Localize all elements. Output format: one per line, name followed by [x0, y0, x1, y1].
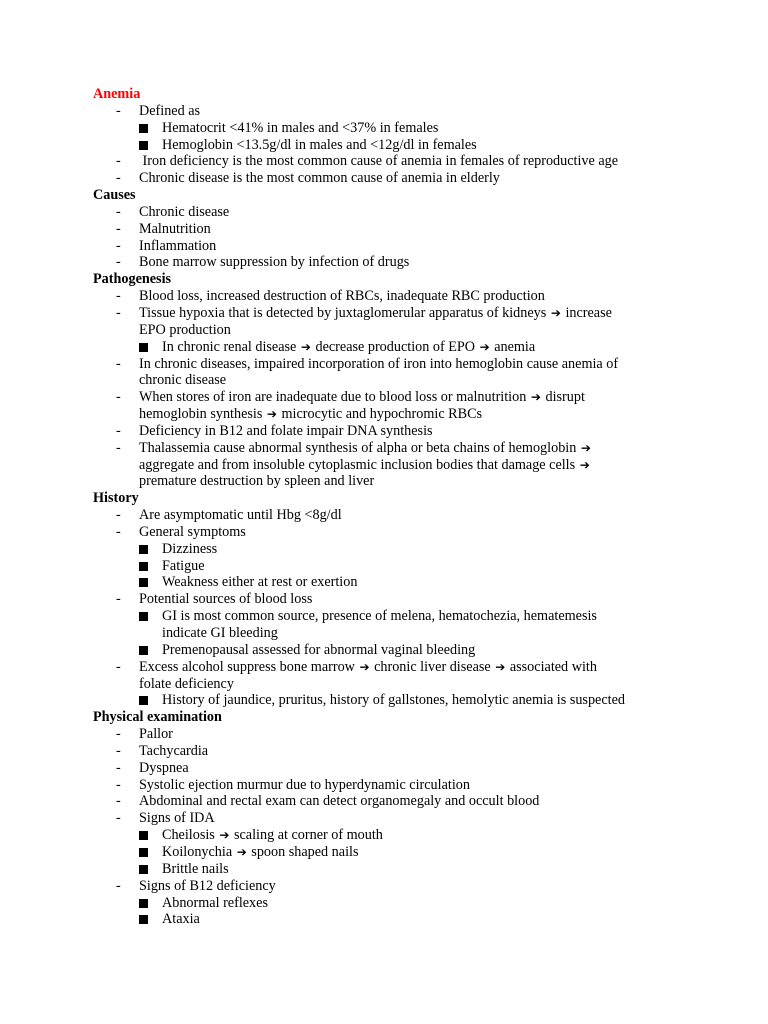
list-item-text: disrupt — [541, 389, 585, 406]
list-item-text: Tachycardia — [139, 742, 209, 759]
sub-list-item — [93, 911, 713, 928]
sub-list-item — [93, 120, 713, 137]
dash-marker: - — [116, 170, 121, 187]
list-item-text: Koilonychia — [162, 843, 236, 860]
list-item — [93, 153, 713, 170]
list-item-text: premature destruction by spleen and liver — [139, 473, 375, 490]
arrow-right-icon: ➔ — [479, 339, 490, 354]
dash-marker: - — [116, 288, 121, 305]
square-bullet-icon — [139, 646, 148, 655]
list-item-text: When stores of iron are inadequate due to blood loss or malnutrition — [139, 389, 530, 406]
list-item-text: GI is most common source, presence of melena, hematochezia, hematemesis — [162, 608, 597, 625]
list-item-text: Hematocrit <41% in males and <37% in females — [162, 119, 439, 136]
list-item-text: indicate GI bleeding — [162, 625, 278, 641]
dash-marker: - — [116, 389, 121, 406]
list-item-text: aggregate and from insoluble cytoplasmic inclusion bodies that damage cells — [139, 456, 579, 473]
list-item — [93, 322, 713, 339]
list-item — [93, 356, 713, 373]
section-heading: Anemia — [93, 86, 141, 102]
list-item — [93, 878, 713, 895]
arrow-right-icon: ➔ — [530, 390, 541, 405]
dash-marker: - — [116, 776, 121, 793]
list-item-text: spoon shaped nails — [247, 843, 359, 860]
square-bullet-icon — [139, 899, 148, 908]
list-item — [93, 659, 713, 676]
list-item-text: Abdominal and rectal exam can detect organomegaly and occult blood — [139, 793, 540, 810]
list-item — [93, 507, 713, 524]
list-item-text: Bone marrow suppression by infection of drugs — [139, 254, 410, 271]
list-item-text: Fatigue — [162, 557, 205, 574]
list-item-text: Chronic disease — [139, 203, 230, 220]
arrow-right-icon: ➔ — [300, 339, 311, 354]
list-item-text: Abnormal reflexes — [162, 894, 268, 911]
list-item — [93, 676, 713, 693]
list-item — [93, 221, 713, 238]
list-item-text: Premenopausal assessed for abnormal vaginal bleeding — [162, 641, 476, 658]
list-item — [93, 103, 713, 120]
dash-marker: - — [116, 355, 121, 372]
list-item-text: General symptoms — [139, 523, 246, 540]
arrow-right-icon: ➔ — [219, 828, 230, 843]
list-item — [93, 760, 713, 777]
list-item-text: hemoglobin synthesis — [139, 406, 266, 423]
list-item — [93, 288, 713, 305]
dash-marker: - — [116, 254, 121, 271]
square-bullet-icon — [139, 562, 148, 571]
square-bullet-icon — [139, 124, 148, 133]
list-item-text: scaling at corner of mouth — [230, 827, 383, 844]
list-item-text: Thalassemia cause abnormal synthesis of alpha or beta chains of hemoglobin — [139, 439, 580, 456]
list-item-text: EPO production — [139, 321, 231, 338]
list-item-text: Tissue hypoxia that is detected by juxtaglomerular apparatus of kidneys — [139, 304, 550, 321]
list-item-text: In chronic diseases, impaired incorporation of iron into hemoglobin cause anemia of — [139, 355, 619, 372]
sub-list-item — [93, 339, 713, 356]
dash-marker: - — [116, 877, 121, 894]
square-bullet-icon — [139, 831, 148, 840]
sub-list-item — [93, 541, 713, 558]
list-item — [93, 473, 713, 490]
dash-marker: - — [116, 658, 121, 675]
dash-marker: - — [116, 220, 121, 237]
sub-list-item — [93, 642, 713, 659]
list-item — [93, 170, 713, 187]
list-item-text: folate deficiency — [139, 675, 234, 692]
square-bullet-icon — [139, 696, 148, 705]
sub-list-item — [93, 692, 713, 709]
list-item — [93, 777, 713, 794]
dash-marker: - — [116, 759, 121, 776]
list-item-text: increase — [561, 304, 612, 321]
list-item — [93, 810, 713, 827]
sub-list-item — [93, 558, 713, 575]
list-item-text: Cheilosis — [162, 827, 219, 844]
section-heading: Pathogenesis — [93, 271, 172, 288]
square-bullet-icon — [139, 545, 148, 554]
sub-list-item — [93, 827, 713, 844]
list-item-text: In chronic renal disease — [162, 338, 300, 355]
list-item-text: associated with — [506, 658, 597, 675]
list-item — [93, 204, 713, 221]
dash-marker: - — [116, 237, 121, 254]
list-item-text: Systolic ejection murmur due to hyperdynamic circulation — [139, 776, 470, 793]
list-item-text: Defined as — [139, 102, 201, 119]
list-item-text: anemia — [490, 338, 536, 355]
list-item — [93, 305, 713, 322]
section-heading: Physical examination — [93, 709, 222, 726]
list-item-text: Signs of IDA — [139, 810, 215, 827]
dash-marker: - — [116, 304, 121, 321]
dash-marker: - — [116, 439, 121, 456]
dash-marker: - — [116, 810, 121, 827]
list-item — [93, 372, 713, 389]
list-item — [93, 793, 713, 810]
list-item — [93, 238, 713, 255]
arrow-right-icon: ➔ — [266, 407, 277, 422]
list-item-text: Weakness either at rest or exertion — [162, 574, 358, 591]
square-bullet-icon — [139, 848, 148, 857]
sub-list-item — [93, 137, 713, 154]
dash-marker: - — [116, 507, 121, 524]
dash-marker: - — [116, 203, 121, 220]
document-page — [93, 86, 713, 928]
arrow-right-icon: ➔ — [495, 659, 506, 674]
sub-list-item — [93, 895, 713, 912]
dash-marker: - — [116, 793, 121, 810]
list-item — [93, 423, 713, 440]
square-bullet-icon — [139, 865, 148, 874]
sub-list-item — [93, 608, 713, 625]
list-item-text: Dyspnea — [139, 759, 189, 776]
dash-marker: - — [116, 523, 121, 540]
section-heading: Causes — [93, 187, 136, 204]
list-item-text: Malnutrition — [139, 220, 211, 237]
list-item-text: Brittle nails — [162, 860, 229, 877]
arrow-right-icon: ➔ — [359, 659, 370, 674]
list-item — [93, 389, 713, 406]
list-item-text: Signs of B12 deficiency — [139, 877, 276, 894]
arrow-right-icon: ➔ — [236, 844, 247, 859]
square-bullet-icon — [139, 141, 148, 150]
list-item-text: Inflammation — [139, 237, 217, 254]
sub-list-item — [93, 844, 713, 861]
list-item-text: Are asymptomatic until Hbg <8g/dl — [139, 507, 342, 524]
list-item-text: History of jaundice, pruritus, history of gallstones, hemolytic anemia is suspected — [162, 692, 625, 709]
list-item — [93, 743, 713, 760]
list-item — [93, 406, 713, 423]
list-item-text: decrease production of EPO — [311, 338, 479, 355]
list-item-text: Dizziness — [162, 540, 218, 557]
list-item-text: chronic disease — [139, 372, 227, 389]
arrow-right-icon: ➔ — [550, 305, 561, 320]
sub-list-item — [93, 861, 713, 878]
list-item — [93, 457, 713, 474]
list-item-text: Iron deficiency is the most common cause of anemia in females of reproductive age — [139, 153, 619, 170]
list-item-text: Pallor — [139, 726, 173, 743]
sub-list-item — [93, 574, 713, 591]
list-item-text: Chronic disease is the most common cause of anemia in elderly — [139, 170, 500, 187]
square-bullet-icon — [139, 578, 148, 587]
list-item-text: Blood loss, increased destruction of RBCs, inadequate RBC production — [139, 288, 545, 305]
list-item-text: chronic liver disease — [370, 658, 495, 675]
square-bullet-icon — [139, 343, 148, 352]
arrow-right-icon: ➔ — [580, 440, 591, 455]
square-bullet-icon — [139, 612, 148, 621]
dash-marker: - — [116, 742, 121, 759]
square-bullet-icon — [139, 915, 148, 924]
list-item-text: Ataxia — [162, 911, 200, 928]
list-item-text: Excess alcohol suppress bone marrow — [139, 658, 359, 675]
dash-marker: - — [116, 422, 121, 439]
dash-marker: - — [116, 591, 121, 608]
list-item — [93, 726, 713, 743]
sub-list-item — [93, 625, 713, 642]
dash-marker: - — [116, 726, 121, 743]
arrow-right-icon: ➔ — [579, 457, 590, 472]
list-item — [93, 254, 713, 271]
list-item-text: Potential sources of blood loss — [139, 591, 313, 608]
list-item-text: microcytic and hypochromic RBCs — [277, 406, 483, 423]
dash-marker: - — [116, 153, 121, 170]
list-item — [93, 591, 713, 608]
dash-marker: - — [116, 102, 121, 119]
list-item — [93, 524, 713, 541]
list-item-text: Hemoglobin <13.5g/dl in males and <12g/dl in females — [162, 136, 477, 153]
section-heading: History — [93, 490, 139, 507]
list-item — [93, 440, 713, 457]
list-item-text: Deficiency in B12 and folate impair DNA synthesis — [139, 422, 433, 439]
